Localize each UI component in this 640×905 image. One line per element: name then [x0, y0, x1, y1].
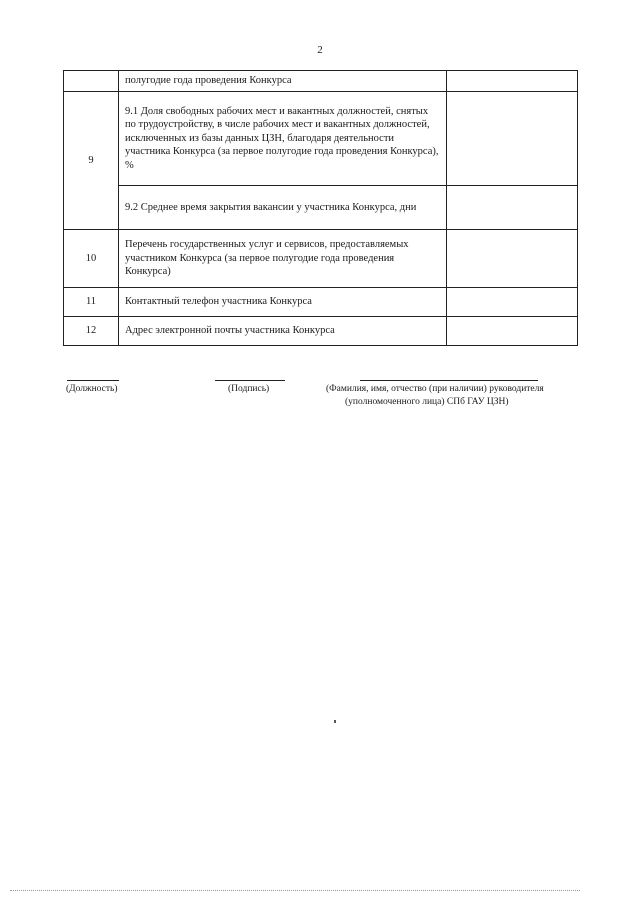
table-row [64, 230, 578, 288]
row-number-cell: 12 [64, 317, 119, 346]
row-label-cell: Адрес электронной почты участника Конкурса [119, 317, 447, 346]
row-label-cell: Контактный телефон участника Конкурса [119, 288, 447, 317]
page-number: 2 [317, 44, 323, 56]
row-label-cell: 9.2 Среднее время закрытия вакансии у участника Конкурса, дни [119, 186, 447, 230]
row-value-cell [447, 92, 578, 186]
position-caption: (Должность) [66, 384, 118, 394]
table-row [64, 288, 578, 317]
row-value-cell [447, 288, 578, 317]
signature-caption: (Подпись) [228, 384, 270, 394]
signature-line [215, 380, 285, 381]
scan-edge-artifact [10, 890, 580, 891]
row-label-cell: Перечень государственных услуг и сервисов, предоставляемых участником Конкурса (за первое полугодие года проведения Конкурса) [119, 230, 447, 288]
row-value-cell [447, 230, 578, 288]
row-value-cell [447, 317, 578, 346]
signature-block [63, 376, 583, 416]
row-label-cell: 9.1 Доля свободных рабочих мест и вакантных должностей, снятых по трудоустройству, в числе рабочих мест и вакантных должностей, исключенных из базы данных ЦЗН, благодаря деятельности участника Конкурса (за первое полугодие года проведения Конкурса), % [119, 92, 447, 186]
row-number-cell: 11 [64, 288, 119, 317]
row-number-cell: 10 [64, 230, 119, 288]
name-caption-line2: (уполномоченного лица) СПб ГАУ ЦЗН) [345, 397, 509, 407]
name-caption-line1: (Фамилия, имя, отчество (при наличии) руководителя [326, 384, 544, 394]
position-line [67, 380, 119, 381]
table-row [64, 71, 578, 92]
row-value-cell [447, 71, 578, 92]
row-number-cell [64, 71, 119, 92]
table-row [64, 186, 578, 230]
row-label-cell: полугодие года проведения Конкурса [119, 71, 447, 92]
table-row [64, 317, 578, 346]
table-row [64, 92, 578, 186]
scan-speck [334, 720, 336, 723]
name-line [360, 380, 538, 381]
row-value-cell [447, 186, 578, 230]
indicator-table [63, 70, 578, 346]
row-number-cell: 9 [64, 92, 119, 230]
